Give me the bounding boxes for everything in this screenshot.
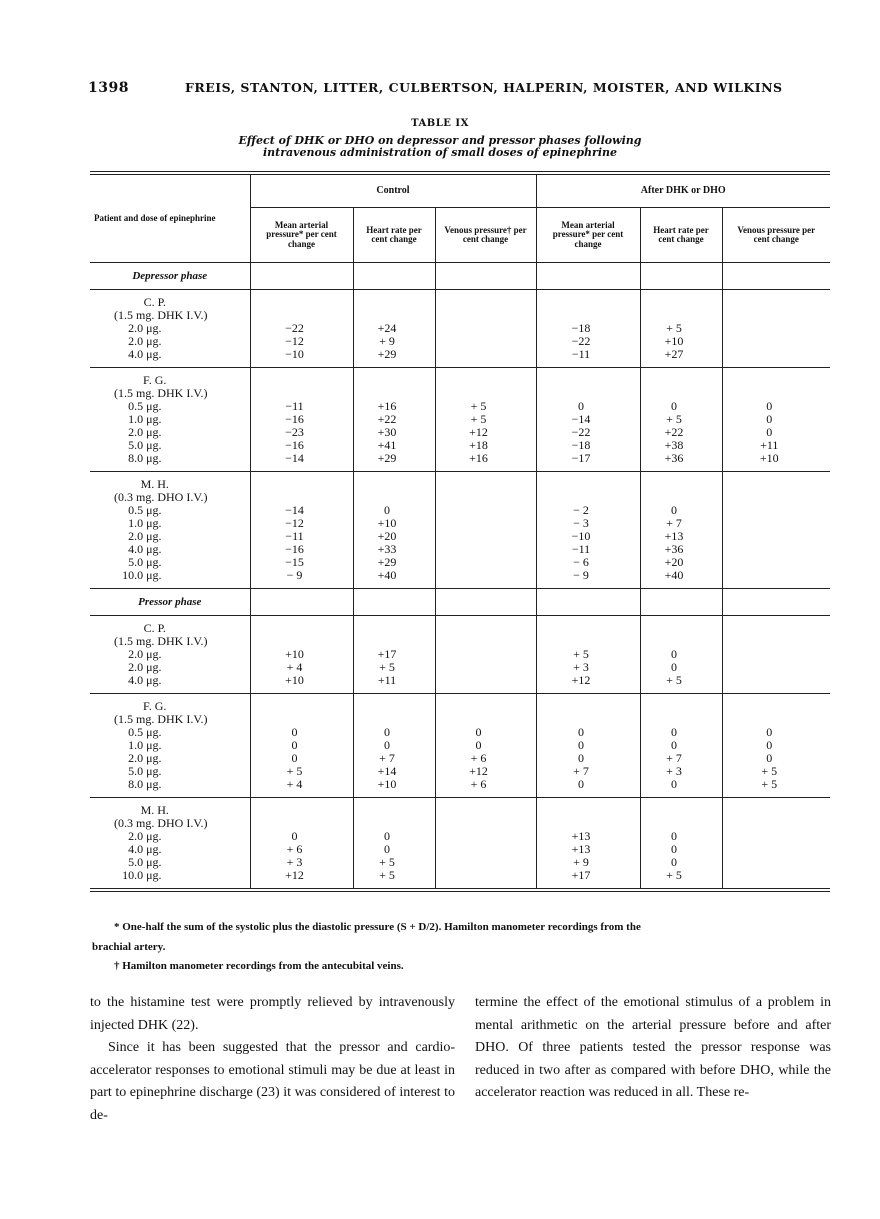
phase-depressor: Depressor phase: [90, 263, 250, 290]
formula: (S + D/2).: [396, 921, 442, 933]
value-cell-c_vp: [435, 616, 536, 694]
dose-list: 0.5 μg. 1.0 μg. 2.0 μg. 5.0 μg. 8.0 μg.: [128, 399, 162, 465]
table-row: [90, 798, 830, 889]
value-cell-a_vp: [722, 616, 830, 694]
dose-list: 0.5 μg. 1.0 μg. 2.0 μg. 4.0 μg. 5.0 μg. 10.0 μg.: [122, 503, 162, 582]
footnote-1: * One-half the sum of the systolic plus the diastolic pressure (S + D/2). Hamilton manometer recordings from the brachial artery.: [92, 921, 641, 953]
patient-cell: [90, 616, 250, 694]
body-left-column: to the histamine test were promptly relieved by intravenously injected DHK (22). Since it has been suggested that the pressor and cardio-accelerator responses to emotional stimuli may be due at least in part to epinephrine discharge (23) it was considered of interest to de-: [90, 995, 455, 1123]
patient-drug: (1.5 mg. DHK I.V.): [114, 308, 208, 322]
header-after-hr: Heart rate per cent change: [640, 208, 722, 263]
value-cell-a_map: + 5 + 3 +12: [536, 616, 640, 694]
authors-line: FREIS, STANTON, LITTER, CULBERTSON, HALPERIN, MOISTER, AND WILKINS: [185, 80, 783, 95]
header-control-hr: Heart rate per cent change: [353, 208, 435, 263]
value-cell-c_map: 0 0 0 + 5 + 4: [250, 694, 353, 798]
header-control-map: Mean arterial pressure* per cent change: [250, 208, 353, 263]
value-cell-a_vp: 0 0 0 +11 +10: [722, 368, 830, 472]
patient-drug: (0.3 mg. DHO I.V.): [114, 490, 208, 504]
header-control-vp: Venous pressure† per cent change: [435, 208, 536, 263]
footnote-2: † Hamilton manometer recordings from the antecubital veins.: [114, 960, 404, 972]
value-cell-c_vp: [435, 290, 536, 368]
value-cell-c_hr: 0 0 + 7 +14 +10: [353, 694, 435, 798]
value-cell-c_map: −11 −16 −23 −16 −14: [250, 368, 353, 472]
table-row: [90, 694, 830, 798]
patient-cell: [90, 368, 250, 472]
table-label: TABLE IX: [411, 118, 469, 129]
dose-list: 2.0 μg. 2.0 μg. 4.0 μg.: [128, 321, 162, 361]
value-cell-a_vp: 0 0 0 + 5 + 5: [722, 694, 830, 798]
value-cell-c_map: −22 −12 −10: [250, 290, 353, 368]
value-cell-c_map: 0 + 6 + 3 +12: [250, 798, 353, 889]
header-control: Control: [250, 175, 536, 208]
value-cell-a_hr: 0 + 5 +22 +38 +36: [640, 368, 722, 472]
value-cell-c_vp: [435, 798, 536, 889]
value-cell-c_hr: +17 + 5 +11: [353, 616, 435, 694]
value-cell-a_map: 0 0 0 + 7 0: [536, 694, 640, 798]
value-cell-a_map: − 2 − 3 −10 −11 − 6 − 9: [536, 472, 640, 589]
value-cell-c_vp: 0 0 + 6 +12 + 6: [435, 694, 536, 798]
value-cell-c_hr: 0 +10 +20 +33 +29 +40: [353, 472, 435, 589]
patient-cell: [90, 290, 250, 368]
header-after-map: Mean arterial pressure* per cent change: [536, 208, 640, 263]
header-after: After DHK or DHO: [536, 175, 830, 208]
patient-name: M. H.: [140, 803, 169, 817]
value-cell-c_hr: +24 + 9 +29: [353, 290, 435, 368]
table-row: [90, 472, 830, 589]
patient-drug: (1.5 mg. DHK I.V.): [114, 712, 208, 726]
patient-cell: [90, 472, 250, 589]
value-cell-a_hr: 0 + 7 +13 +36 +20 +40: [640, 472, 722, 589]
dose-list: 2.0 μg. 4.0 μg. 5.0 μg. 10.0 μg.: [122, 829, 162, 882]
value-cell-a_vp: [722, 798, 830, 889]
patient-name: F. G.: [143, 373, 167, 387]
body-right-column: termine the effect of the emotional stimulus of a problem in mental arithmetic on the arterial pressure before and after DHO. Of three patients tested the pressor response was reduced in two after as compared with before DHO, while the accelerator reaction was reduced in all. These re-: [475, 995, 831, 1100]
patient-cell: [90, 798, 250, 889]
value-cell-a_map: −18 −22 −11: [536, 290, 640, 368]
value-cell-c_map: −14 −12 −11 −16 −15 − 9: [250, 472, 353, 589]
table-row: [90, 290, 830, 368]
header-after-vp: Venous pressure per cent change: [722, 208, 830, 263]
patient-name: M. H.: [140, 477, 169, 491]
value-cell-a_hr: 0 0 + 5: [640, 616, 722, 694]
patient-cell: [90, 694, 250, 798]
patient-name: C. P.: [143, 295, 166, 309]
value-cell-a_hr: 0 0 + 7 + 3 0: [640, 694, 722, 798]
patient-drug: (1.5 mg. DHK I.V.): [114, 634, 208, 648]
value-cell-c_hr: +16 +22 +30 +41 +29: [353, 368, 435, 472]
value-cell-c_map: +10 + 4 +10: [250, 616, 353, 694]
value-cell-a_hr: 0 0 0 + 5: [640, 798, 722, 889]
page-number: 1398: [88, 80, 129, 96]
value-cell-a_vp: [722, 472, 830, 589]
table-row: [90, 616, 830, 694]
value-cell-a_vp: [722, 290, 830, 368]
table-caption: Effect of DHK or DHO on depressor and pressor phases following intravenous administration of small doses of epinephrine: [238, 134, 642, 159]
table-row: [90, 368, 830, 472]
value-cell-a_map: +13 +13 + 9 +17: [536, 798, 640, 889]
value-cell-c_vp: + 5 + 5 +12 +18 +16: [435, 368, 536, 472]
dose-list: 0.5 μg. 1.0 μg. 2.0 μg. 5.0 μg. 8.0 μg.: [128, 725, 162, 791]
patient-name: C. P.: [143, 621, 166, 635]
data-table: [90, 171, 830, 892]
header-patient: Patient and dose of epinephrine: [93, 212, 216, 223]
patient-drug: (0.3 mg. DHO I.V.): [114, 816, 208, 830]
phase-pressor: Pressor phase: [90, 589, 250, 616]
value-cell-a_map: 0 −14 −22 −18 −17: [536, 368, 640, 472]
patient-drug: (1.5 mg. DHK I.V.): [114, 386, 208, 400]
dose-list: 2.0 μg. 2.0 μg. 4.0 μg.: [128, 647, 162, 687]
patient-name: F. G.: [143, 699, 167, 713]
value-cell-c_hr: 0 0 + 5 + 5: [353, 798, 435, 889]
value-cell-a_hr: + 5 +10 +27: [640, 290, 722, 368]
value-cell-c_vp: [435, 472, 536, 589]
